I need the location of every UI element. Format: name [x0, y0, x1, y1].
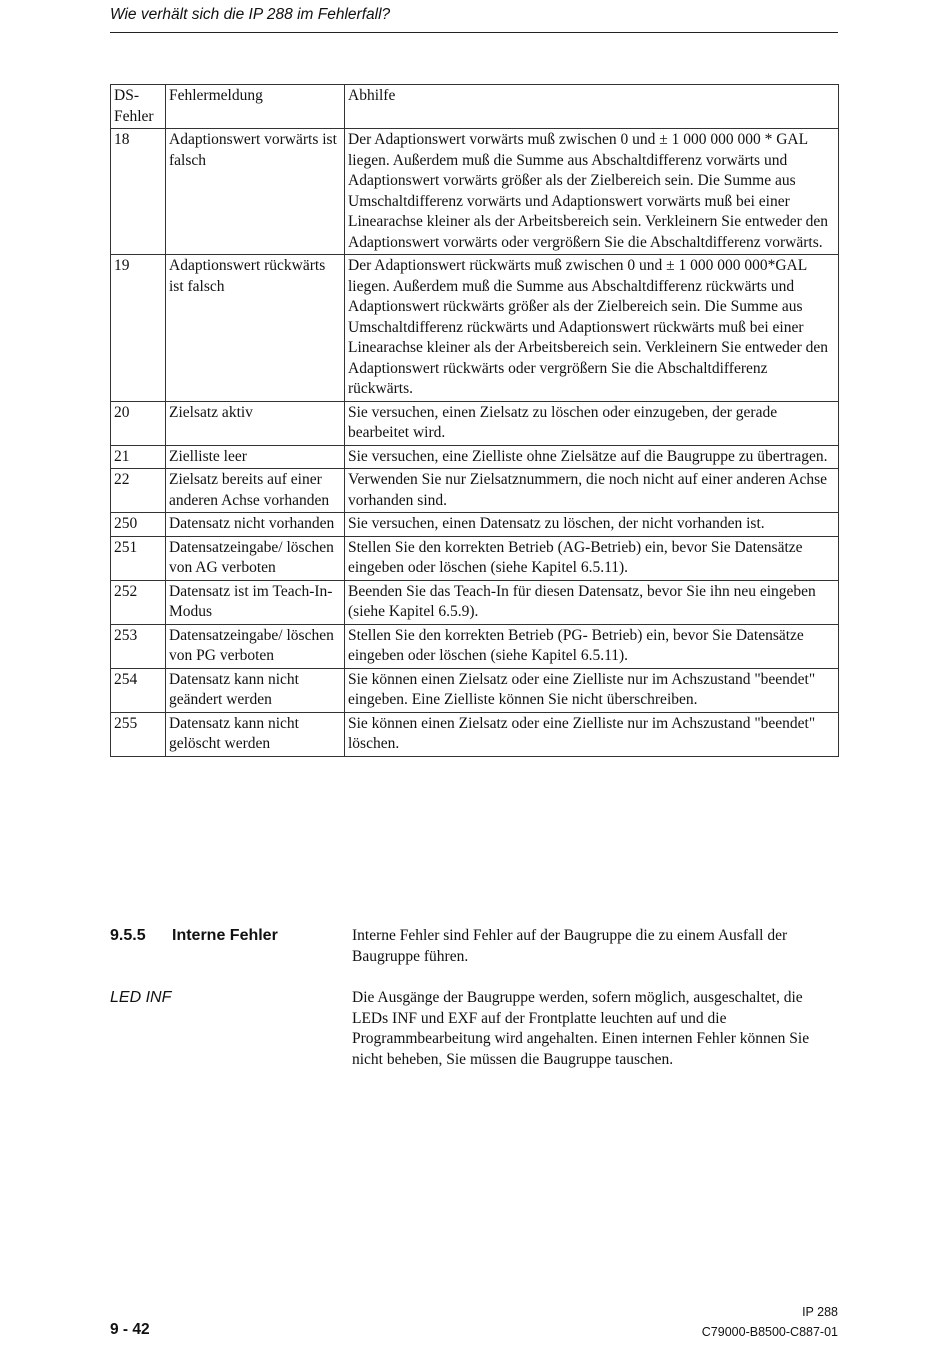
page-number: 9 - 42: [110, 1321, 150, 1338]
error-message: Datensatzeingabe/ löschen von AG verboten: [166, 536, 345, 580]
table-row: [111, 129, 839, 255]
error-remedy: Sie können einen Zielsatz oder eine Zielliste nur im Achszustand "beendet" löschen.: [345, 712, 839, 756]
error-remedy: Stellen Sie den korrekten Betrieb (AG-Betrieb) ein, bevor Sie Datensätze eingeben oder löschen (siehe Kapitel 6.5.11).: [345, 536, 839, 580]
table-row: [111, 401, 839, 445]
error-message: Datensatzeingabe/ löschen von PG verboten: [166, 624, 345, 668]
section-body: Interne Fehler sind Fehler auf der Baugruppe die zu einem Ausfall der Baugruppe führen.: [352, 927, 788, 965]
product-name: IP 288: [802, 1305, 838, 1319]
section-title: Interne Fehler: [172, 927, 278, 944]
error-code: 255: [111, 712, 166, 756]
error-remedy: Stellen Sie den korrekten Betrieb (PG- Betrieb) ein, bevor Sie Datensätze eingeben oder löschen (siehe Kapitel 6.5.11).: [345, 624, 839, 668]
table-header-row: [111, 85, 839, 129]
error-code: 18: [111, 129, 166, 255]
error-code: 19: [111, 255, 166, 402]
error-code: 251: [111, 536, 166, 580]
error-remedy: Sie können einen Zielsatz oder eine Zielliste nur im Achszustand "beendet" eingeben. Eine Zielliste können Sie nicht überschreiben.: [345, 668, 839, 712]
error-code: 250: [111, 513, 166, 537]
document-number: C79000-B8500-C887-01: [701, 1325, 838, 1339]
error-code: 21: [111, 445, 166, 469]
error-remedy: Beenden Sie das Teach-In für diesen Datensatz, bevor Sie ihn neu eingeben (siehe Kapitel 6.5.9).: [345, 580, 839, 624]
error-table: [110, 84, 839, 757]
error-message: Adaptionswert rückwärts ist falsch: [166, 255, 345, 402]
table-row: [111, 445, 839, 469]
error-code: 22: [111, 469, 166, 513]
running-header: Wie verhält sich die IP 288 im Fehlerfall?: [110, 6, 838, 33]
table-row: [111, 712, 839, 756]
error-message: Datensatz ist im Teach-In-Modus: [166, 580, 345, 624]
section-heading: [110, 927, 278, 945]
led-body: Die Ausgänge der Baugruppe werden, sofern möglich, ausgeschaltet, die LEDs INF und EXF auf der Frontplatte leuchten auf und die Programmbearbeitung wird angehalten. Einen internen Fehler können Sie nicht beheben, Sie müssen die Baugruppe tauschen.: [352, 989, 810, 1068]
error-code: 254: [111, 668, 166, 712]
error-message: Adaptionswert vorwärts ist falsch: [166, 129, 345, 255]
error-code: 20: [111, 401, 166, 445]
error-remedy: Verwenden Sie nur Zielsatznummern, die noch nicht auf einer anderen Achse vorhanden sind.: [345, 469, 839, 513]
error-message: Zielsatz bereits auf einer anderen Achse vorhanden: [166, 469, 345, 513]
table-row: [111, 255, 839, 402]
error-remedy: Der Adaptionswert vorwärts muß zwischen 0 und ± 1 000 000 000 * GAL liegen. Außerdem muß die Summe aus Abschaltdifferenz vorwärts und Adaptionswert vorwärts größer als der Zielbereich sein. Die Summe aus Umschaltdifferenz vorwärts und Adaptionswert vorwärts muß bei einer Linearachse kleiner als der Arbeitsbereich sein. Verkleinern Sie entweder den Adaptionswert vorwärts oder vergrößern Sie die Abschaltdifferenz vorwärts.: [345, 129, 839, 255]
error-message: Zielsatz aktiv: [166, 401, 345, 445]
error-message: Datensatz kann nicht gelöscht werden: [166, 712, 345, 756]
led-label: LED INF: [110, 989, 172, 1006]
error-remedy: Der Adaptionswert rückwärts muß zwischen 0 und ± 1 000 000 000*GAL liegen. Außerdem muß die Summe aus Abschaltdifferenz rückwärts und Adaptionswert rückwärts größer als der Zielbereich sein. Die Summe aus Umschaltdifferenz rückwärts und Adaptionswert rückwärts muß bei einer Linearachse kleiner als der Arbeitsbereich sein. Verkleinern Sie entweder den Adaptionswert rückwärts oder vergrößern Sie die Abschaltdifferenz rückwärts.: [345, 255, 839, 402]
error-remedy: Sie versuchen, eine Zielliste ohne Zielsätze auf die Baugruppe zu übertragen.: [345, 445, 839, 469]
table-row: [111, 536, 839, 580]
col-header-remedy: Abhilfe: [345, 85, 839, 129]
error-code: 252: [111, 580, 166, 624]
error-code: 253: [111, 624, 166, 668]
table-row: [111, 469, 839, 513]
error-message: Datensatz nicht vorhanden: [166, 513, 345, 537]
col-header-message: Fehlermeldung: [166, 85, 345, 129]
error-message: Zielliste leer: [166, 445, 345, 469]
table-row: [111, 624, 839, 668]
table-row: [111, 668, 839, 712]
error-remedy: Sie versuchen, einen Zielsatz zu löschen oder einzugeben, der gerade bearbeitet wird.: [345, 401, 839, 445]
col-header-code: DS- Fehler: [111, 85, 166, 129]
error-remedy: Sie versuchen, einen Datensatz zu löschen, der nicht vorhanden ist.: [345, 513, 839, 537]
table-row: [111, 580, 839, 624]
error-message: Datensatz kann nicht geändert werden: [166, 668, 345, 712]
footer-doc-info: [702, 1302, 838, 1342]
section-number: 9.5.5: [110, 927, 146, 944]
table-row: [111, 513, 839, 537]
